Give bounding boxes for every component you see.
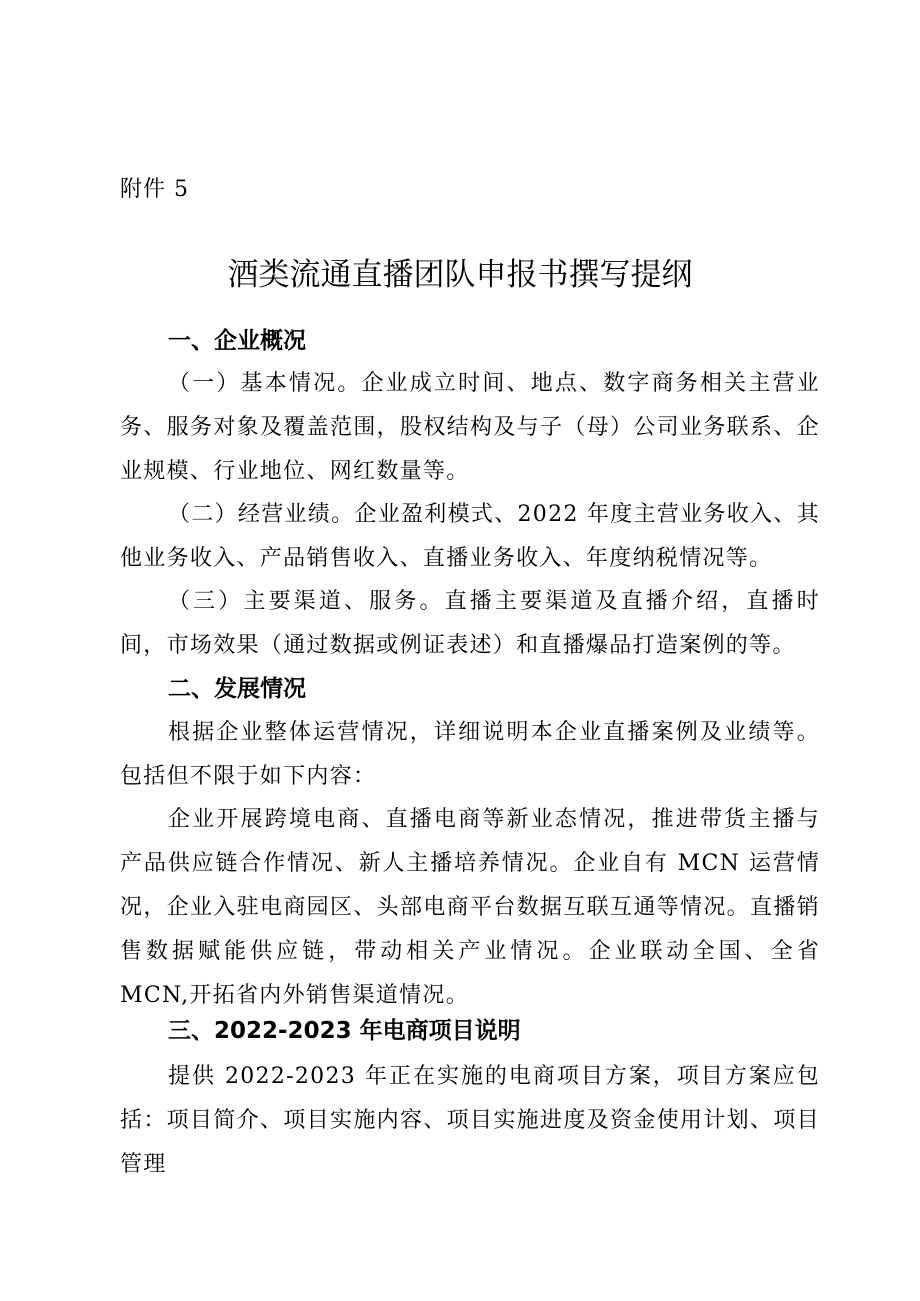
- section-heading-development: 二、发展情况: [168, 676, 306, 702]
- section-heading-ecommerce-projects: 三、2022-2023 年电商项目说明: [168, 1018, 521, 1044]
- paragraph-project-plan: 提供 2022-2023 年正在实施的电商项目方案，项目方案应包括：项目简介、项目实施内容、项目实施进度及资金使用计划、项目管理: [120, 1064, 820, 1177]
- section-heading-overview: 一、企业概况: [168, 328, 306, 354]
- document-title: 酒类流通直播团队申报书撰写提纲: [227, 257, 693, 293]
- paragraph-development-details: 企业开展跨境电商、直播电商等新业态情况，推进带货主播与产品供应链合作情况、新人主播培养情况。企业自有 MCN 运营情况，企业入驻电商园区、头部电商平台数据互联互通等情况。直播销售数据赋能供应链，带动相关产业情况。企业联动全国、全省 MCN,开拓省内外销售渠道情况。: [120, 807, 820, 1008]
- paragraph-business-performance: （二）经营业绩。企业盈利模式、2022 年度主营业务收入、其他业务收入、产品销售收入、直播业务收入、年度纳税情况等。: [120, 502, 820, 571]
- attachment-label: 附件 5: [120, 177, 189, 202]
- paragraph-development-intro: 根据企业整体运营情况，详细说明本企业直播案例及业绩等。包括但不限于如下内容：: [120, 720, 820, 789]
- paragraph-channels-services: （三）主要渠道、服务。直播主要渠道及直播介绍，直播时间，市场效果（通过数据或例证表述）和直播爆品打造案例的等。: [120, 589, 820, 658]
- paragraph-basic-info: （一）基本情况。企业成立时间、地点、数字商务相关主营业务、服务对象及覆盖范围，股权结构及与子（母）公司业务联系、企业规模、行业地位、网红数量等。: [120, 371, 820, 484]
